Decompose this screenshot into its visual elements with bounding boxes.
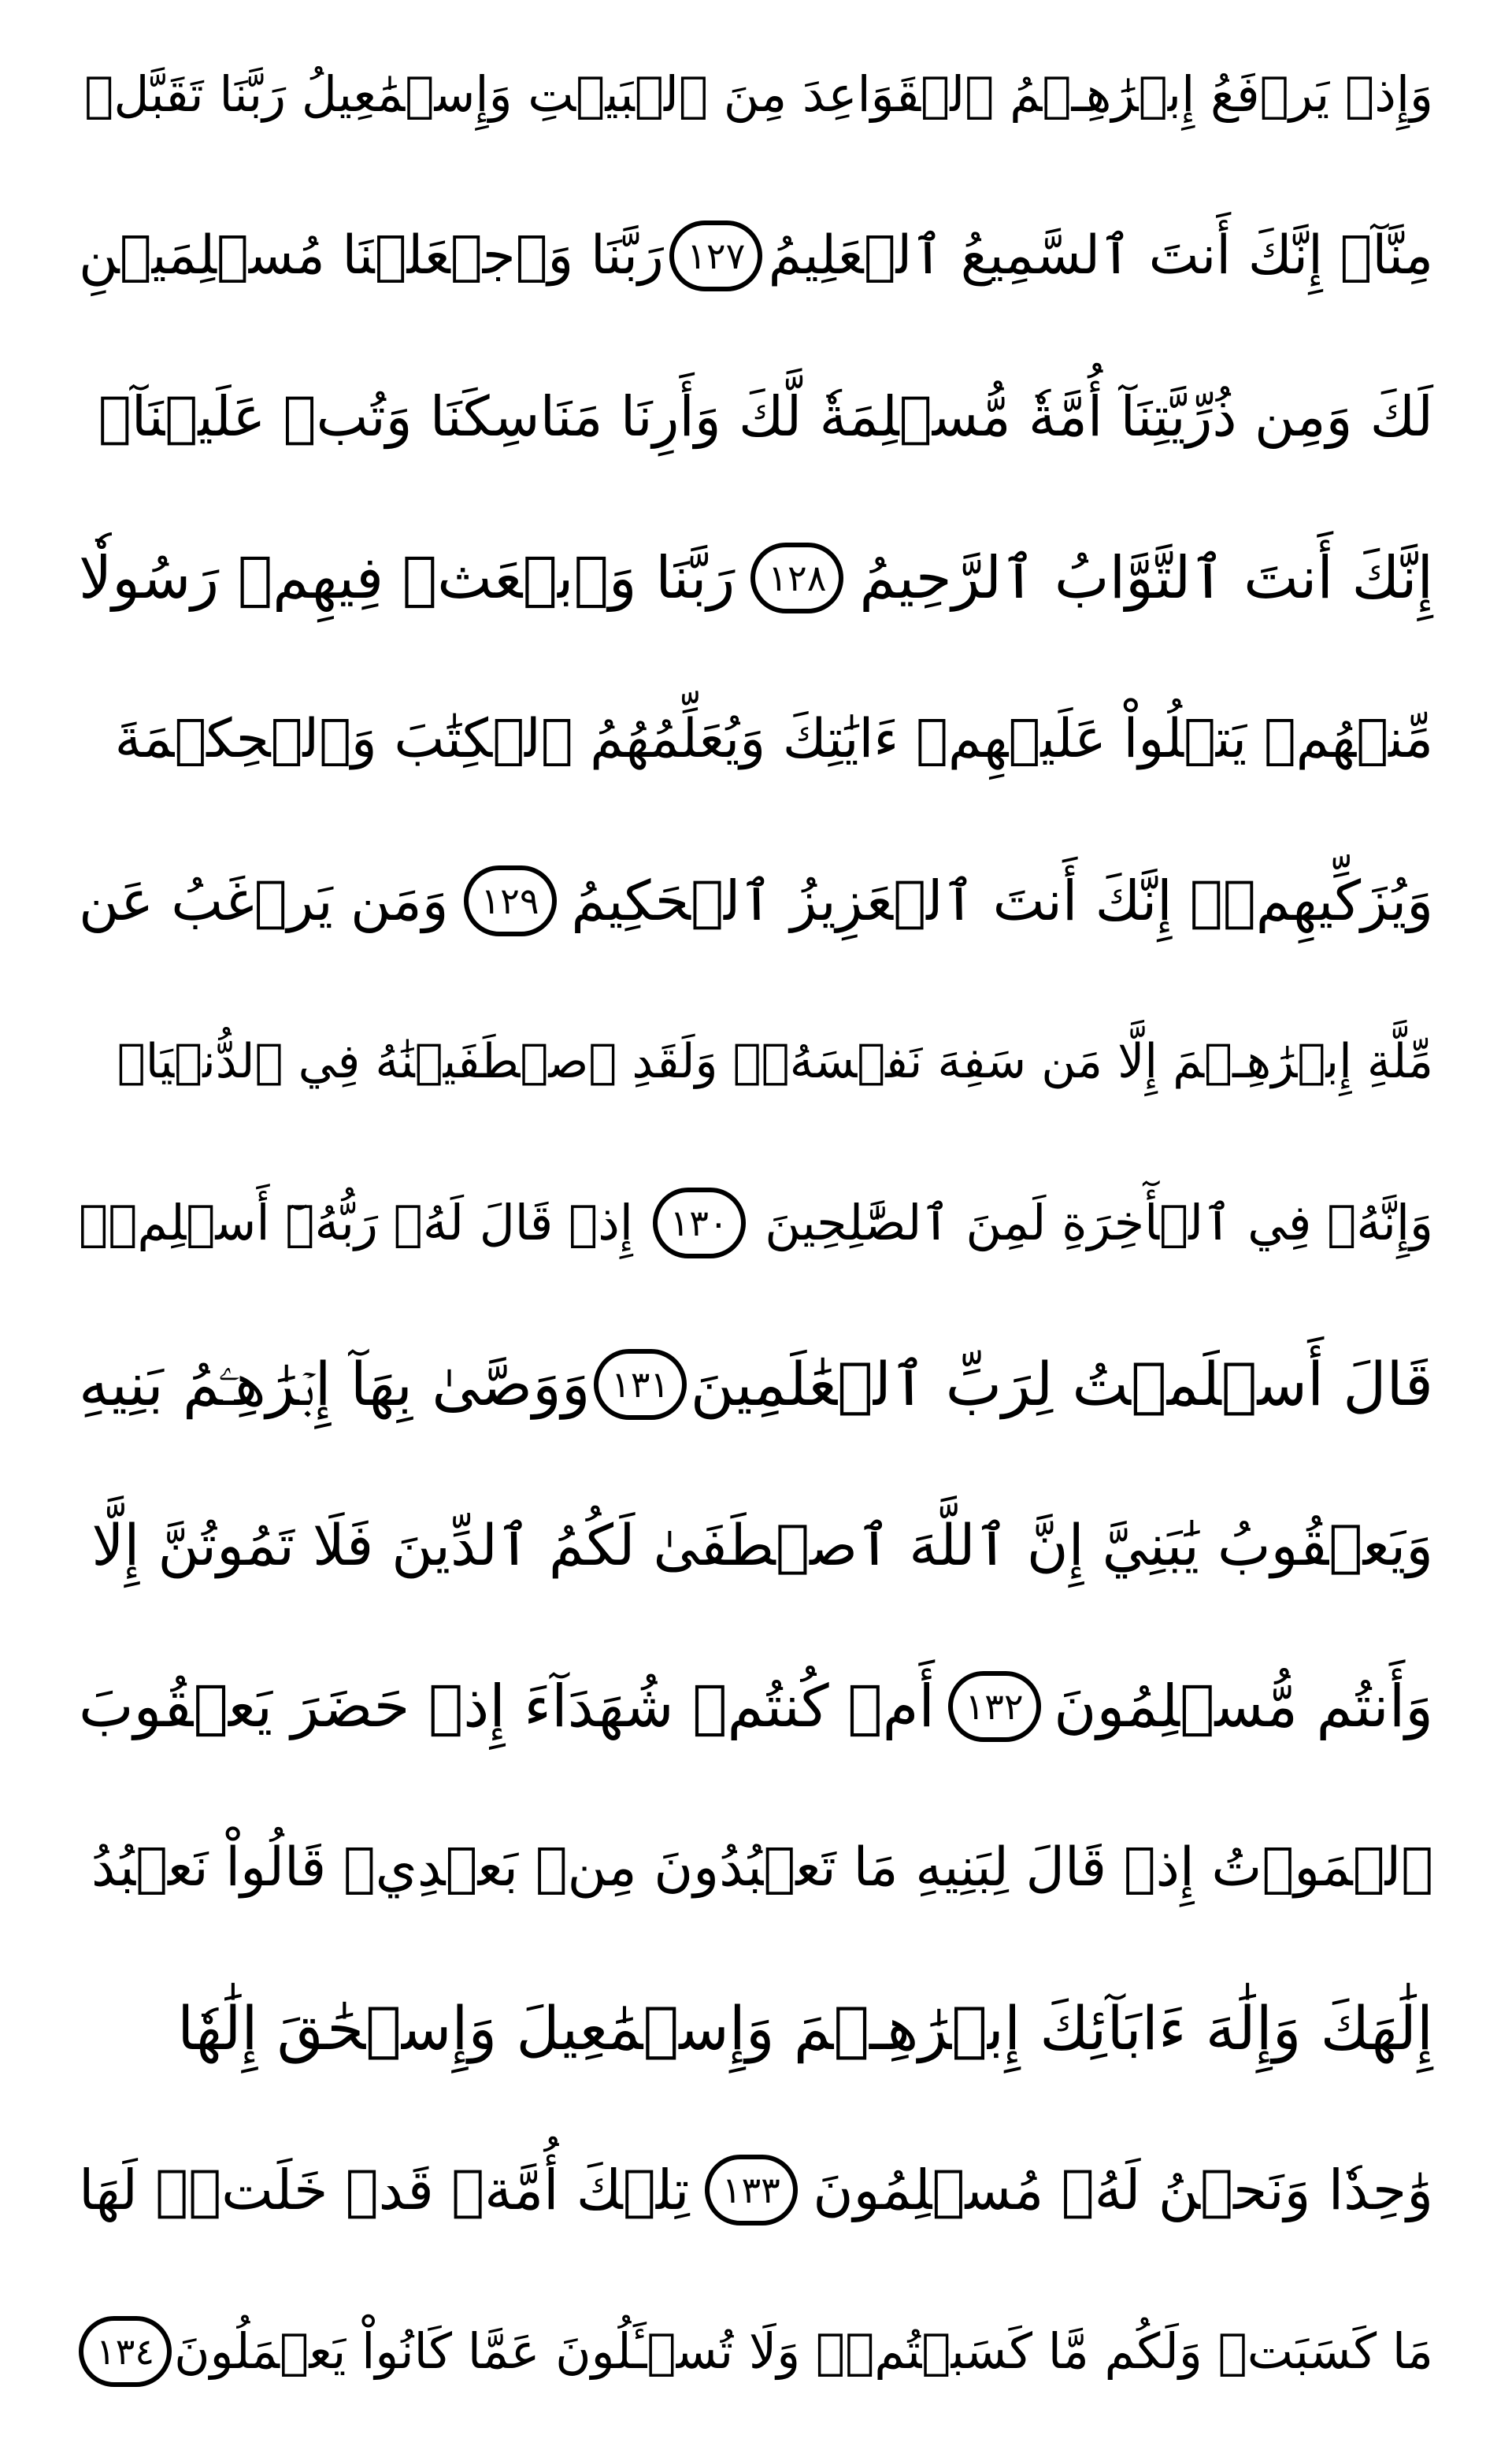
verse-line — [79, 1796, 1433, 1940]
verse-text: إِذۡ قَالَ لَهُۥ رَبُّهُۥٓ أَسۡلِمۡۖ — [79, 1193, 634, 1251]
verse-line — [79, 1312, 1433, 1457]
verse-text: وَإِذۡ يَرۡفَعُ إِبۡرَٰهِـۧمُ ٱلۡقَوَاعِدَ مِنَ ٱلۡبَيۡتِ وَإِسۡمَٰعِيلُ رَبَّنَا تَقَبَّلۡ — [84, 65, 1433, 123]
verse-text: وَمَن يَرۡغَبُ عَن — [79, 868, 449, 933]
verse-text: رَبَّنَا وَٱجۡعَلۡنَا مُسۡلِمَيۡنِ — [79, 224, 664, 287]
verse-text: وَإِنَّهُۥ فِي ٱلۡأٓخِرَةِ لَمِنَ ٱلصَّٰلِحِينَ — [765, 1193, 1433, 1251]
verse-text: قَالَ أَسۡلَمۡتُ لِرَبِّ ٱلۡعَٰلَمِينَ — [690, 1348, 1433, 1419]
verse-text: وَٰحِدٗا وَنَحۡنُ لَهُۥ مُسۡلِمُونَ — [813, 2158, 1433, 2223]
verse-lines — [79, 22, 1433, 2424]
verse-line — [79, 344, 1433, 489]
verse-line — [79, 1473, 1433, 1618]
verse-line — [79, 1151, 1433, 1295]
verse-text: تِلۡكَ أُمَّةٞ قَدۡ خَلَتۡۖ لَهَا — [79, 2158, 690, 2223]
verse-text: وَيَعۡقُوبُ يَٰبَنِيَّ إِنَّ ٱللَّهَ ٱصۡطَفَىٰ لَكُمُ ٱلدِّينَ فَلَا تَمُوتُنَّ إِلَّا — [91, 1512, 1433, 1579]
verse-text: مِنَّآۖ إِنَّكَ أَنتَ ٱلسَّمِيعُ ٱلۡعَلِيمُ — [768, 224, 1433, 287]
ayah-number-marker: ١٣٤ — [79, 2316, 172, 2387]
verse-text: لَكَ وَمِن ذُرِّيَّتِنَآ أُمَّةٗ مُّسۡلِمَةٗ لَّكَ وَأَرِنَا مَنَاسِكَنَا وَتُبۡ عَلَيۡنَآۖ — [98, 384, 1433, 450]
verse-text: إِلَٰهَكَ وَإِلَٰهَ ءَابَآئِكَ إِبۡرَٰهِـۧمَ وَإِسۡمَٰعِيلَ وَإِسۡحَٰقَ إِلَٰهٗا — [177, 1993, 1433, 2064]
verse-text: مِّنۡهُمۡ يَتۡلُواْ عَلَيۡهِمۡ ءَايَٰتِكَ وَيُعَلِّمُهُمُ ٱلۡكِتَٰبَ وَٱلۡحِكۡمَةَ — [114, 707, 1433, 770]
verse-line — [79, 667, 1433, 812]
verse-text: ٱلۡمَوۡتُ إِذۡ قَالَ لِبَنِيهِ مَا تَعۡبُدُونَ مِنۢ بَعۡدِيۖ قَالُواْ نَعۡبُدُ — [91, 1836, 1433, 1899]
ayah-number-marker: ١٢٨ — [750, 543, 843, 613]
verse-line — [79, 22, 1433, 167]
verse-text: مِّلَّةِ إِبۡرَٰهِـۧمَ إِلَّا مَن سَفِهَ نَفۡسَهُۥۚ وَلَقَدِ ٱصۡطَفَيۡنَٰهُ فِي ٱلدُّنۡيَاۖ — [117, 1034, 1433, 1090]
verse-text: وَوَصَّىٰ بِهَآ إِبۡرَٰهِـۧمُ بَنِيهِ — [79, 1348, 591, 1419]
ayah-number-marker: ١٣٠ — [653, 1188, 746, 1258]
verse-line — [79, 2118, 1433, 2263]
verse-line — [79, 2279, 1433, 2424]
ayah-number-marker: ١٣٣ — [705, 2155, 798, 2225]
ayah-number-marker: ١٢٧ — [669, 221, 762, 291]
verse-line — [79, 183, 1433, 328]
verse-text: إِنَّكَ أَنتَ ٱلتَّوَّابُ ٱلرَّحِيمُ — [859, 544, 1433, 613]
verse-text: أَمۡ كُنتُمۡ شُهَدَآءَ إِذۡ حَضَرَ يَعۡقُوبَ — [79, 1673, 935, 1741]
verse-line — [79, 1956, 1433, 2101]
verse-text: مَا كَسَبَتۡ وَلَكُم مَّا كَسَبۡتُمۡۖ وَلَا تُسۡـَٔلُونَ عَمَّا كَانُواْ يَعۡمَلُونَ — [174, 2322, 1433, 2380]
ayah-number-marker: ١٣٢ — [948, 1671, 1041, 1742]
ayah-number-marker: ١٣١ — [594, 1349, 687, 1420]
verse-text: وَأَنتُم مُّسۡلِمُونَ — [1054, 1673, 1433, 1741]
verse-text: وَيُزَكِّيهِمۡۚ إِنَّكَ أَنتَ ٱلۡعَزِيزُ ٱلۡحَكِيمُ — [571, 868, 1433, 933]
ayah-number-marker: ١٢٩ — [464, 865, 557, 936]
verse-line — [79, 828, 1433, 973]
verse-line — [79, 989, 1433, 1134]
verse-line — [79, 1634, 1433, 1779]
verse-line — [79, 506, 1433, 650]
verse-text: رَبَّنَا وَٱبۡعَثۡ فِيهِمۡ رَسُولٗا — [79, 544, 736, 613]
